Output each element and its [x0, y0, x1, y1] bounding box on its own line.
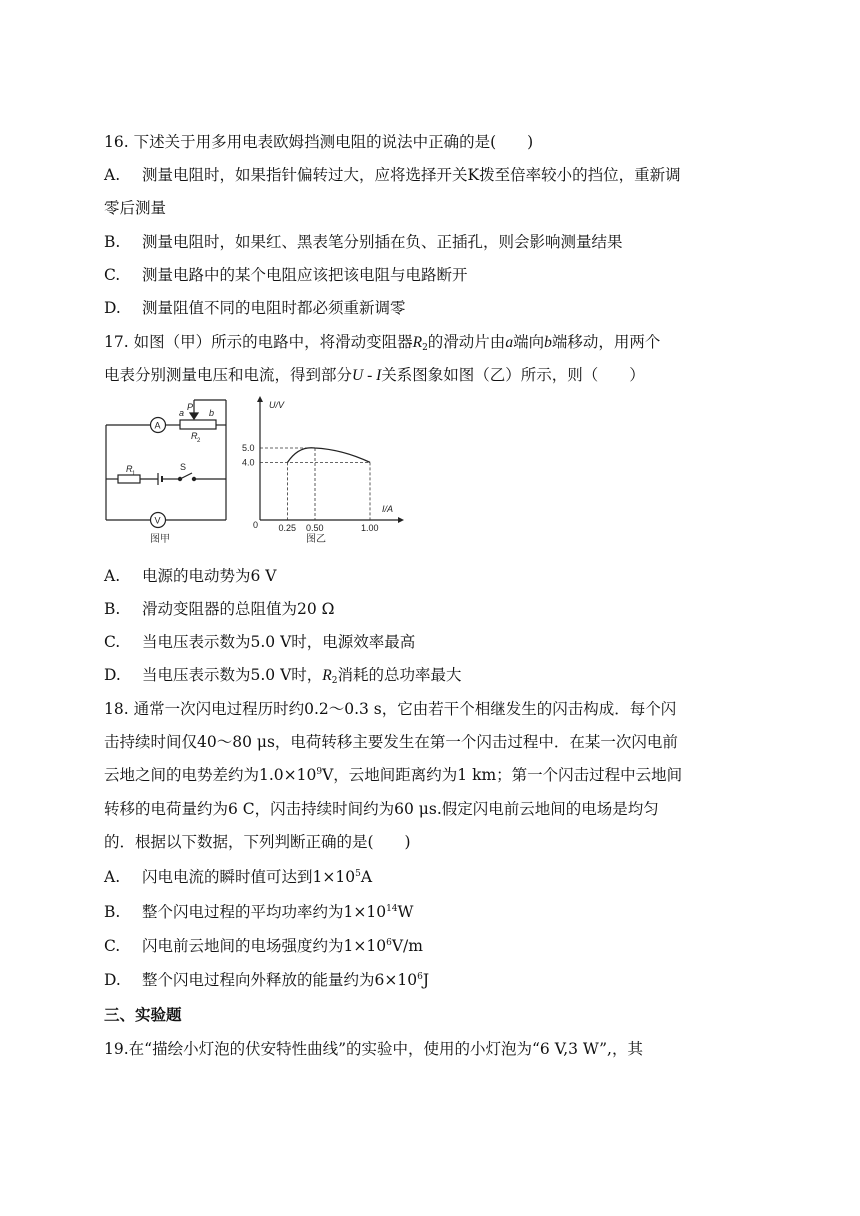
origin-label: 0 [253, 520, 259, 530]
x-tick-label: 1.00 [361, 523, 379, 533]
q18-option-a: A. 闪电电流的瞬时值可达到$1\times 10^5A$ [104, 868, 373, 886]
option-text: 测量电阻时，如果指针偏转过大，应将选择开关K拨至倍率较小的挡位，重新调 [142, 166, 681, 184]
q18-line4: 转移的电荷量约为6 C，闪击持续时间约为60 μs.假定闪电前云地间的电场是均匀 [104, 800, 659, 818]
ammeter-label: A [154, 420, 161, 431]
q18-line2: 击持续时间仅40～80 μs，电荷转移主要发生在第一个闪击过程中．在某一次闪电前 [104, 733, 678, 751]
q17-figures [100, 394, 430, 558]
voltmeter-label: V [154, 515, 161, 526]
svg-text:2: 2 [197, 438, 201, 444]
q17-stem-line2: 电表分别测量电压和电流，得到部分U - I关系图象如图（乙）所示，则（ ） [104, 366, 645, 384]
switch-s [180, 473, 192, 479]
rheostat-r2 [180, 420, 216, 429]
q16-option-d: D. 测量阻值不同的电阻时都必须重新调零 [104, 299, 406, 317]
option-key: A. [104, 166, 121, 184]
svg-text:R: R [191, 431, 198, 441]
q17-option-c: C. 当电压表示数为5.0 V时，电源效率最高 [104, 633, 416, 651]
q16-option-c: C. 测量电路中的某个电阻应该把该电阻与电路断开 [104, 266, 468, 284]
circuit-diagram [106, 400, 226, 528]
x-tick-label: 0.50 [306, 523, 324, 533]
q18-line3: 云地之间的电势差约为$1.0\times 10^9V$，云地间距离约为1 km；第一个闪击过程中云地间 [104, 766, 683, 784]
svg-text:1: 1 [132, 471, 136, 477]
ui-curve [288, 448, 371, 463]
q18-option-c: C. 闪电前云地间的电场强度约为$1\times 10^6V/m$ [104, 937, 423, 955]
resistor-r1 [118, 475, 140, 483]
q17-stem-line1: 17. 如图（甲）所示的电路中，将滑动变阻器$R_2$的滑动片由a端向b端移动，用两个 [104, 333, 661, 353]
y-tick-label: 4.0 [242, 457, 255, 468]
circuit-and-graph [100, 394, 430, 554]
q18-line5: 的．根据以下数据，下列判断正确的是( ) [104, 833, 411, 851]
q18-line1: 18. 通常一次闪电过程历时约0.2～0.3 s，它由若干个相继发生的闪击构成．每个闪 [104, 700, 677, 718]
q17-option-b: B. 滑动变阻器的总阻值为20 Ω [104, 600, 335, 618]
q16-option-a-cont: 零后测量 [104, 199, 167, 217]
x-axis-label: I/A [382, 504, 394, 514]
svg-text:S: S [180, 462, 187, 472]
q16-stem: 16. 下述关于用多用电表欧姆挡测电阻的说法中正确的是( ) [104, 133, 534, 151]
caption-a: 图甲 [150, 534, 170, 545]
q17-option-a: A. 电源的电动势为6 V [104, 567, 277, 585]
q16-option-a [104, 164, 681, 186]
ui-graph [242, 396, 404, 545]
y-tick-label: 5.0 [242, 443, 255, 453]
svg-text:P: P [187, 402, 194, 412]
q17-option-d: D. 当电压表示数为5.0 V时，$R_2$消耗的总功率最大 [104, 666, 462, 686]
x-tick-label: 0.25 [278, 523, 297, 533]
y-axis-label: U/V [269, 400, 285, 410]
q19-line1: 19.在“描绘小灯泡的伏安特性曲线”的实验中，使用的小灯泡为“6 V,3 W”,，其 [104, 1040, 643, 1058]
svg-text:R: R [126, 464, 133, 474]
q16-option-b: B. 测量电阻时，如果红、黑表笔分别插在负、正插孔，则会影响测量结果 [104, 233, 623, 251]
svg-text:b: b [209, 408, 215, 418]
section-heading: 三、实验题 [104, 1006, 182, 1024]
q18-option-d: D. 整个闪电过程向外释放的能量约为$6\times 10^6J$ [104, 971, 430, 989]
q18-option-b: B. 整个闪电过程的平均功率约为$1\times 10^{14}W$ [104, 903, 414, 921]
caption-b: 图乙 [306, 534, 326, 545]
svg-text:a: a [179, 408, 185, 418]
